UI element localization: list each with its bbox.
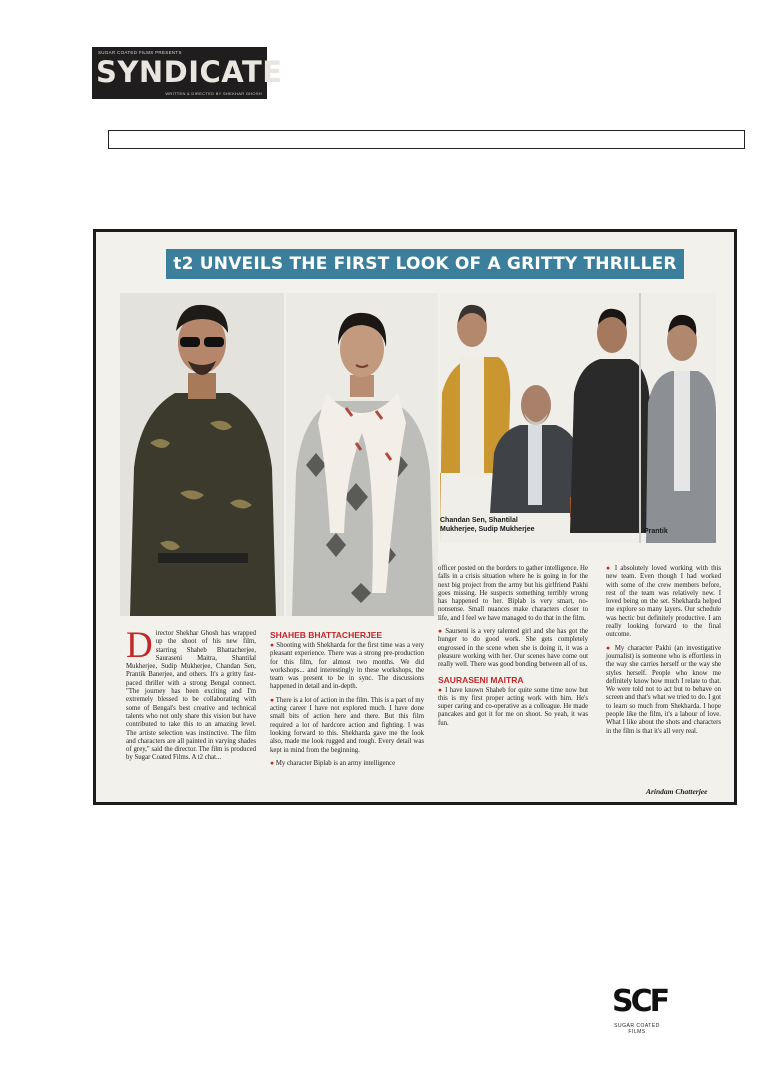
caption-group: Chandan Sen, Shantilal Mukherjee, Sudip Mukherjee [440, 517, 535, 533]
scf-logo [606, 984, 668, 1035]
bullet-icon: ● [606, 565, 615, 572]
paragraph [438, 687, 588, 728]
subheading-shaheb: SHAHEB BHATTACHERJEE [270, 630, 383, 640]
bullet-icon: ● [270, 696, 276, 704]
paragraph-text: I absolutely loved working with this new team. Even though I had worked with some of the crew members before, rest of the team was relatively new. I loved being on the set. Shekharda helped me explore so many layers. Our schedule was hectic but definitely productive. I am really looking forward to the final outcome. [606, 565, 721, 639]
logo-title: SYNDICATE [96, 55, 283, 89]
bullet-icon: ● [270, 759, 276, 767]
paragraph-text: There is a lot of action in the film. This is a part of my acting career I have not explored much. I have done small bits of action here and there. But this film required a lot of hardcore action and fighting. I was looking forward to this. Shekharda gave me the look also, made me look rugged and rough. Every detail was kept in mind from the beginning. [270, 696, 424, 754]
paragraph [606, 645, 721, 736]
actress-illustration [286, 293, 438, 616]
bullet-icon: ● [438, 686, 446, 694]
intro-text: irector Shekhar Ghosh has wrapped up the shoot of his new film, starring Shaheb Bhattacherjee, Sauraseni Maitra, Shantilal Mukherjee, Sudip Mukherjee, Chandan Sen, Prantik Banerjee, and others. It's a gritty fast-paced thriller with a strong Bengal connect. "The journey has been exciting and I'm extremely blessed to be collaborating with some of Bengal's best creative and technical talents who not only share this vision but have contributed to take this to an amazing level. The artiste selection was instinctive. The film and characters are all painted in varying shades of grey," said the director. The film is produced by Sugar Coated Films. A t2 chat... [126, 630, 256, 762]
photo-actress [286, 293, 438, 616]
paragraph [606, 565, 721, 640]
paragraph-text: My character Pakhi (an investigative journalist) is someone who is effortless in the way she carries herself or the way she styles herself. People who know me definitely know how much I relate to that. We were told not to act but to behave on screen and that's what we tried to do. I got to learn so much from Shekharda. I hope people like the film, it's a labour of love. What I like about the shots and characters in the film is that it's all very real. [606, 644, 721, 735]
paragraph [438, 565, 588, 623]
saurasení-column [606, 565, 721, 741]
paragraph-text: My character Biplab is an army intelligence [275, 759, 396, 767]
actor-male-illustration [120, 293, 284, 616]
paragraph [270, 642, 424, 692]
paragraph-text: officer posted on the borders to gather intelligence. He falls in a crisis situation where he is going in for the next big project from the army but his girlfriend Pakhi goes missing. He suspects something terribly wrong has happened to her. Biplab is very smart, no-nonsense. Small nuances make characters closer to life, and I feel we have managed to do that in the film. [438, 565, 588, 622]
article-intro-column [126, 625, 256, 763]
shaheb-column [270, 630, 424, 773]
clipping-paper [96, 232, 734, 802]
bullet-icon: ● [270, 642, 277, 649]
bullet-icon: ● [438, 628, 446, 636]
continuation-column [438, 565, 588, 733]
paragraph [438, 628, 588, 669]
paragraph [270, 760, 424, 768]
paragraph-text: I have known Shaheb for quite some time now but this is my first proper acting work with him. He's super caring and co-operative as a colleague. He made pancakes and got it for me on shoot. So yeah, it was fun. [438, 686, 588, 727]
photo-actor-male [120, 293, 284, 616]
paragraph [270, 697, 424, 755]
paragraph-text: Shooting with Shekharda for the first time was a very pleasant experience. There was a strong pre-production for this film, for almost two months. We did workshops... and interestingly in these workshops, the team was present to be in sync. The discussions happened in detail and in-depth. [270, 642, 424, 691]
logo-presents: SUGAR COATED FILMS PRESENTS [98, 50, 182, 55]
caption-right: Prantik [644, 528, 668, 535]
scf-text: SUGAR COATED FILMS [614, 1023, 660, 1035]
scf-mark: SCF [612, 984, 668, 1019]
group-illustration [440, 293, 716, 543]
bullet-icon: ● [606, 644, 615, 652]
empty-caption-box [108, 130, 745, 149]
paragraph-text: Saurseni is a very talented girl and she has got the hunger to do good work. She gets completely engrossed in the scene when she is doing it, it was a pleasure working with her. Our scenes have come out really well. There was good bonding between all of us. [438, 628, 588, 669]
clipping-headline: t2 UNVEILS THE FIRST LOOK OF A GRITTY THRILLER [166, 249, 684, 279]
newspaper-clipping [93, 229, 737, 805]
logo-credit: WRITTEN & DIRECTED BY SHEKHAR GHOSH [165, 91, 262, 96]
syndicate-logo [92, 47, 283, 99]
subheading-saurasení: SAURASENI MAITRA [438, 674, 524, 685]
drop-cap: D [126, 625, 153, 666]
byline: Arindam Chatterjee [646, 787, 708, 796]
photo-group [440, 293, 716, 543]
